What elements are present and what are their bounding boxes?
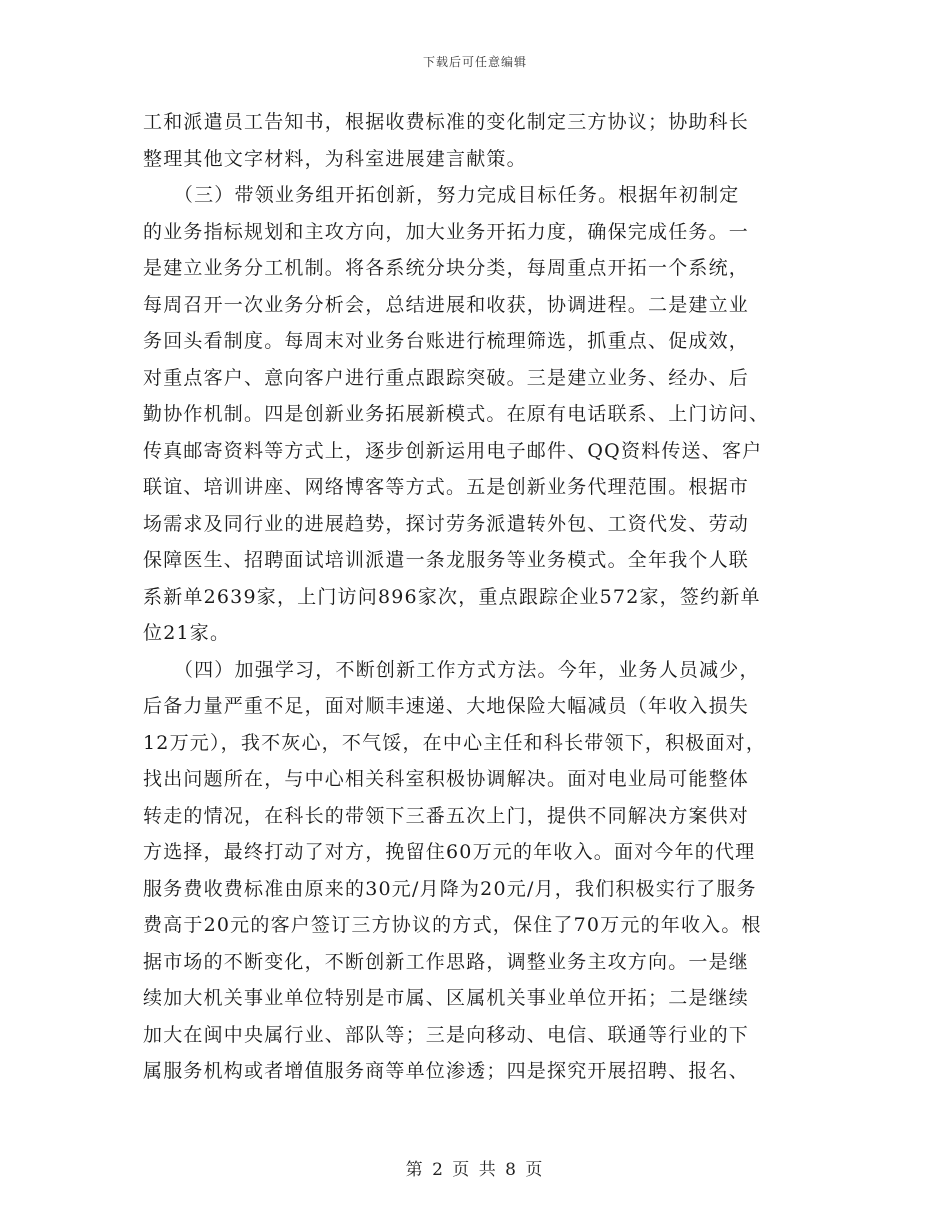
body-line: 属服务机构或者增值服务商等单位渗透；四是探究开展招聘、报名、	[143, 1060, 750, 1082]
body-line: 勤协作机制。四是创新业务拓展新模式。在原有电话联系、上门访问、	[143, 403, 770, 425]
body-line: 加大在闽中央属行业、部队等；三是向移动、电信、联通等行业的下	[143, 1023, 750, 1046]
body-line: （三）带领业务组开拓创新，努力完成目标任务。根据年初制定	[143, 184, 740, 206]
body-line: 转走的情况，在科长的带领下三番五次上门，提供不同解决方案供对	[143, 804, 750, 827]
body-line: 场需求及同行业的进展趋势，探讨劳务派遣转外包、工资代发、劳动	[143, 512, 750, 535]
body-line: 位21家。	[143, 622, 231, 644]
body-line: 服务费收费标准由原来的30元/月降为20元/月，我们积极实行了服务	[143, 877, 757, 900]
body-line: （四）加强学习，不断创新工作方式方法。今年，业务人员减少，	[143, 658, 760, 681]
body-line: 的业务指标规划和主攻方向，加大业务开拓力度，确保完成任务。一	[143, 220, 750, 243]
body-line: 是建立业务分工机制。将各系统分块分类，每周重点开拓一个系统，	[143, 257, 750, 279]
body-line: 工和派遣员工告知书，根据收费标准的变化制定三方协议；协助科长	[143, 111, 750, 133]
body-line: 系新单2639家，上门访问896家次，重点跟踪企业572家，签约新单	[143, 585, 761, 608]
body-line: 据市场的不断变化，不断创新工作思路，调整业务主攻方向。一是继	[143, 950, 750, 973]
body-line: 传真邮寄资料等方式上，逐步创新运用电子邮件、QQ资料传送、客户	[143, 439, 763, 462]
body-line: 方选择，最终打动了对方，挽留住60万元的年收入。面对今年的代理	[143, 841, 756, 863]
body-line: 找出问题所在，与中心相关科室积极协调解决。面对电业局可能整体	[143, 768, 750, 790]
document-body	[143, 104, 813, 1090]
body-line: 务回头看制度。每周末对业务台账进行梳理筛选，抓重点、促成效，	[143, 330, 750, 352]
page-footer: 第 2 页 共 8 页	[405, 1160, 545, 1180]
body-line: 续加大机关事业单位特别是市属、区属机关事业单位开拓；二是继续	[143, 987, 750, 1009]
body-line: 保障医生、招聘面试培训派遣一条龙服务等业务模式。全年我个人联	[143, 549, 750, 571]
body-line: 费高于20元的客户签订三方协议的方式，保住了70万元的年收入。根	[143, 914, 762, 936]
body-line: 联谊、培训讲座、网络博客等方式。五是创新业务代理范围。根据市	[143, 476, 750, 498]
body-line: 每周召开一次业务分析会，总结进展和收获，协调进程。二是建立业	[143, 293, 750, 316]
body-line: 12万元），我不灰心，不气馁，在中心主任和科长带领下，积极面对，	[143, 731, 767, 754]
body-line: 整理其他文字材料，为科室进展建言献策。	[143, 147, 527, 170]
page-header: 下载后可任意编辑	[422, 55, 527, 69]
body-line: 后备力量严重不足，面对顺丰速递、大地保险大幅减员（年收入损失	[143, 695, 750, 717]
body-line: 对重点客户、意向客户进行重点跟踪突破。三是建立业务、经办、后	[143, 366, 750, 389]
